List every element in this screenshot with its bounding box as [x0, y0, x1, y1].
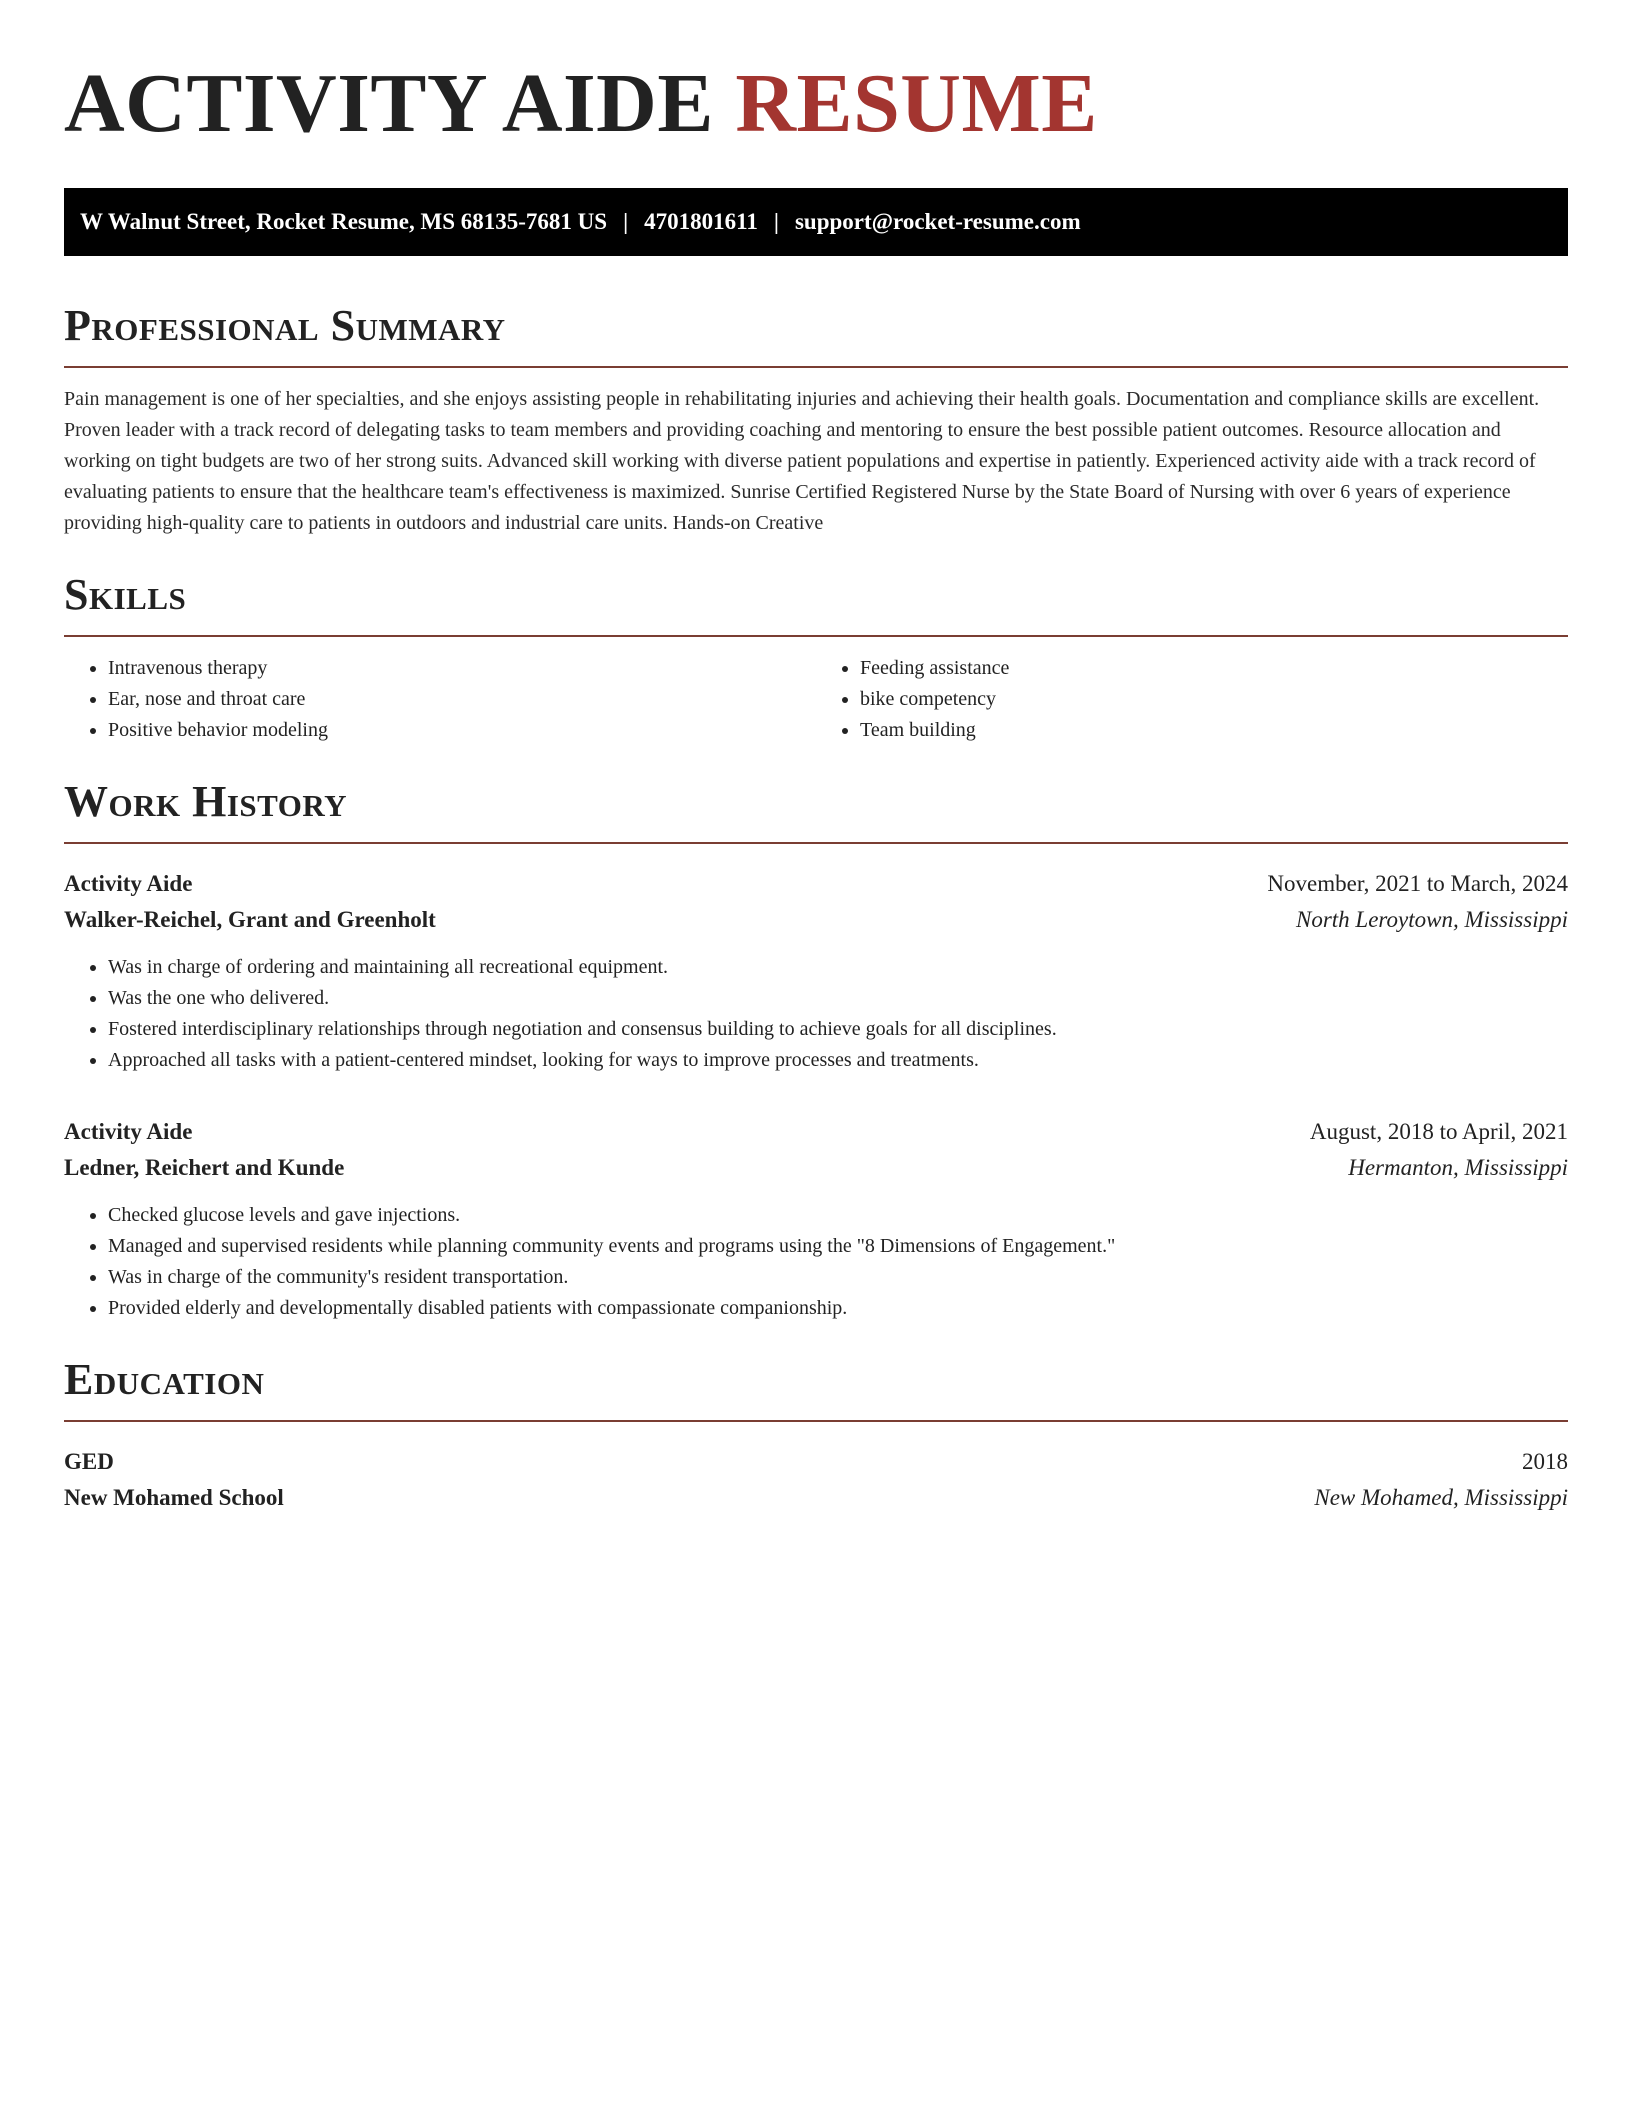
education-year: 2018 [1522, 1449, 1568, 1474]
skills-heading: Skills [64, 570, 187, 619]
skills-divider [64, 635, 1568, 637]
job-bullets [64, 1200, 1568, 1324]
job-dates: August, 2018 to April, 2021 [1309, 1119, 1568, 1144]
skill-item: • Positive behavior modeling [108, 715, 816, 746]
job-bullet: • Was the one who delivered. [108, 983, 1568, 1014]
job-company: Walker-Reichel, Grant and Greenholt [64, 907, 436, 932]
job-bullets [64, 952, 1568, 1076]
education-degree: GED [64, 1449, 114, 1474]
work-heading: Work History [64, 777, 348, 826]
job-company: Ledner, Reichert and Kunde [64, 1155, 345, 1180]
education-school: New Mohamed School [64, 1485, 284, 1510]
skill-item: • Intravenous therapy [108, 653, 816, 684]
job-bullet: • Checked glucose levels and gave injections. [108, 1200, 1568, 1231]
skill-item: • Feeding assistance [860, 653, 1568, 684]
summary-heading: Professional Summary [64, 301, 506, 350]
work-divider [64, 842, 1568, 844]
job-entry [64, 1114, 1568, 1324]
skill-item: • Ear, nose and throat care [108, 684, 816, 715]
title-part-2: RESUME [735, 57, 1098, 150]
skill-item: • Team building [860, 715, 1568, 746]
job-title: Activity Aide [64, 871, 193, 896]
job-bullet: • Provided elderly and developmentally disabled patients with compassionate companionship. [108, 1293, 1568, 1324]
skills-list [64, 653, 1568, 746]
education-entry [64, 1444, 1568, 1516]
summary-text: Pain management is one of her specialties, and she enjoys assisting people in rehabilitating injuries and achieving their health goals. Documentation and compliance skills are excellent. Proven leader with a track record of delegating tasks to team members and providing coaching and mentoring to ensure the best possible patient outcomes. Resource allocation and working on tight budgets are two of her strong suits. Advanced skill working with diverse patient populations and expertise in patiently. Experienced activity aide with a track record of evaluating patients to ensure that the healthcare team's effectiveness is maximized. Sunrise Certified Registered Nurse by the State Board of Nursing with over 6 years of experience providing high-quality care to patients in outdoors and industrial care units. Hands-on Creative [64, 388, 1540, 534]
skills-column-left [64, 653, 816, 746]
skill-item: • bike competency [860, 684, 1568, 715]
contact-phone: 4701801611 [644, 209, 758, 234]
job-bullet: • Was in charge of the community's resident transportation. [108, 1262, 1568, 1293]
title-part-1: ACTIVITY AIDE [64, 57, 714, 150]
skills-column-right [816, 653, 1568, 746]
contact-bar [64, 188, 1568, 256]
contact-separator-1: | [623, 209, 629, 234]
contact-separator-2: | [773, 209, 779, 234]
education-heading: Education [64, 1355, 265, 1404]
job-entry [64, 866, 1568, 1076]
job-bullet: • Approached all tasks with a patient-centered mindset, looking for ways to improve processes and treatments. [108, 1045, 1568, 1076]
education-location: New Mohamed, Mississippi [1314, 1485, 1568, 1510]
education-divider [64, 1420, 1568, 1422]
contact-email: support@rocket-resume.com [794, 209, 1081, 234]
job-location: North Leroytown, Mississippi [1296, 907, 1568, 932]
job-dates: November, 2021 to March, 2024 [1267, 871, 1568, 896]
resume-title [64, 56, 1568, 152]
job-title: Activity Aide [64, 1119, 193, 1144]
job-bullet: • Was in charge of ordering and maintaining all recreational equipment. [108, 952, 1568, 983]
job-location: Hermanton, Mississippi [1348, 1155, 1568, 1180]
summary-divider [64, 366, 1568, 368]
contact-address: W Walnut Street, Rocket Resume, MS 68135-7681 US [80, 209, 608, 234]
job-bullet: • Fostered interdisciplinary relationships through negotiation and consensus building to achieve goals for all disciplines. [108, 1014, 1568, 1045]
job-bullet: • Managed and supervised residents while planning community events and programs using the "8 Dimensions of Engagement." [108, 1231, 1568, 1262]
